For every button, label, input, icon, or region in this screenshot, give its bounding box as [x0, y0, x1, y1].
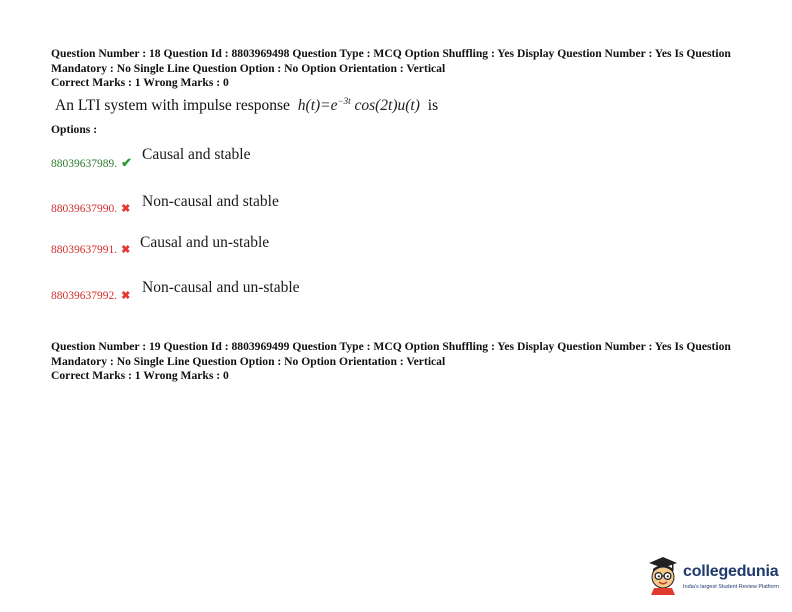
formula-pre: h(t)=e [297, 97, 338, 115]
formula-post: cos(2t)u(t) [350, 97, 420, 115]
cross-icon: ✖ [121, 244, 131, 256]
option-number: 88039637992. [51, 290, 118, 302]
option-4[interactable] [51, 289, 130, 302]
q18-question-text [55, 96, 438, 115]
option-number: 88039637991. [51, 244, 118, 256]
option-number: 88039637989. [51, 158, 118, 170]
option-text[interactable]: Causal and un-stable [140, 234, 270, 251]
brand-logo [645, 555, 785, 600]
q19-meta: Question Number : 19 Question Id : 8803969499 Question Type : MCQ Option Shuffling : Yes Display Question Number : Yes Is Question Mandatory : No Single Line Question Option : No Option Orientation : Vertical [51, 340, 731, 368]
option-text[interactable]: Causal and stable [142, 146, 251, 163]
options-label: Options : [51, 123, 98, 136]
q18-formula [298, 97, 420, 114]
option-text[interactable]: Non-causal and un-stable [142, 279, 300, 296]
brand-name: collegedunia [683, 563, 779, 580]
option-2[interactable] [51, 202, 130, 215]
formula-exp: −3t [337, 96, 351, 106]
q19-marks: Correct Marks : 1 Wrong Marks : 0 [51, 369, 229, 382]
option-1[interactable] [51, 155, 132, 171]
q18-marks: Correct Marks : 1 Wrong Marks : 0 [51, 76, 229, 89]
option-3[interactable] [51, 243, 130, 256]
check-icon: ✔ [121, 155, 133, 170]
option-text[interactable]: Non-causal and stable [142, 193, 279, 210]
cross-icon: ✖ [121, 290, 131, 302]
q18-text: An LTI system with impulse response [55, 97, 290, 115]
student-mascot-logo [645, 555, 681, 595]
brand-tagline: India's largest Student Review Platform [683, 584, 779, 590]
q18-text-end: is [427, 97, 439, 115]
q18-meta: Question Number : 18 Question Id : 8803969498 Question Type : MCQ Option Shuffling : Yes Display Question Number : Yes Is Question Mandatory : No Single Line Question Option : No Option Orientation : Vertical [51, 47, 731, 75]
cross-icon: ✖ [121, 203, 131, 215]
option-number: 88039637990. [51, 203, 118, 215]
